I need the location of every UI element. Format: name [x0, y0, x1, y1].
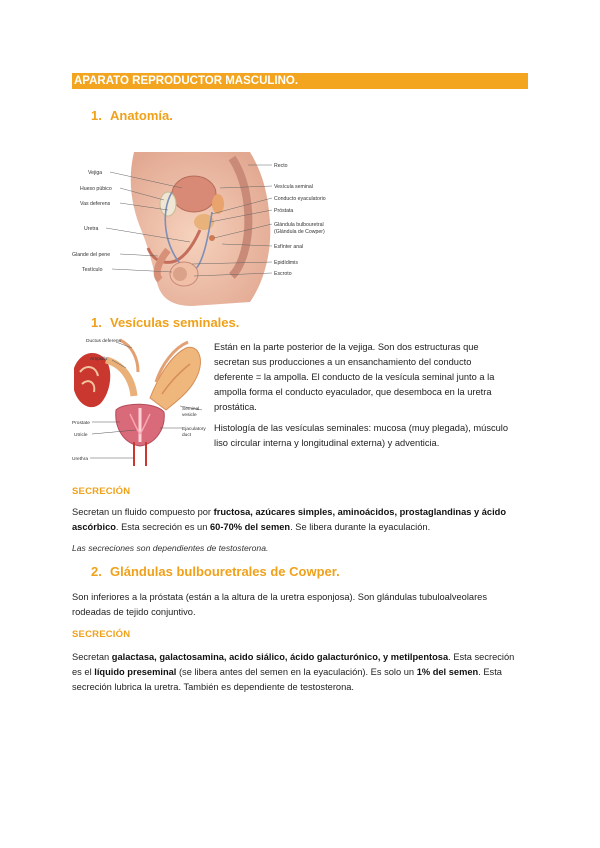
section-title: Anatomía.: [110, 108, 173, 123]
section-number: 1.: [91, 108, 102, 123]
label-glandula-cowper: (Glándula de Cowper): [274, 229, 325, 235]
text-line: secreción lubrica la uretra. También es dependiente de testosterona.: [72, 682, 355, 692]
label-ejaculatory: Ejaculatory: [182, 427, 206, 432]
section-heading-anatomia: [91, 108, 173, 123]
bold-text: fructosa, azúcares simples, aminoácidos, prostaglandinas y ácido: [213, 507, 507, 517]
label-testiculo: Testículo: [82, 267, 103, 273]
secrecion-paragraph-2: [72, 650, 542, 695]
text-line: secretan sus producciones a un ensanchamiento del conducto: [214, 357, 472, 367]
text-line: [72, 650, 542, 665]
section-title: Vesículas seminales.: [110, 315, 240, 330]
bold-text: galactasa, galactosamina, acido siálico, ácido galacturónico, y metilpentosa: [111, 652, 449, 662]
text-line: Histología de las vesículas seminales: mucosa (muy plegada), músculo: [214, 423, 509, 433]
text-run: Secretan: [72, 652, 112, 662]
label-glandula-bulbouretral: Glándula bulbouretral: [274, 222, 324, 228]
label-vejiga: Vejiga: [88, 170, 103, 176]
label-escroto: Escroto: [274, 271, 292, 277]
label-vas-deferens: Vas deferens: [80, 201, 111, 207]
bold-text: ascórbico: [72, 522, 116, 532]
label-vesicula-seminal: Vesícula seminal: [274, 184, 313, 190]
text-run: Secretan un fluido compuesto por: [72, 507, 214, 517]
text-run: . Se libera durante la eyaculación.: [290, 522, 431, 532]
label-uretra: Uretra: [84, 226, 99, 232]
text-run: . Esta secreción: [448, 652, 515, 662]
label-vesicle: vesicle: [182, 413, 197, 418]
label-epididimis: Epidídimis: [274, 260, 298, 266]
secrecion-heading-2: SECRECIÓN: [72, 629, 131, 640]
bold-text: 1% del semen: [416, 667, 479, 677]
label-conducto-eyaculatorio: Conducto eyaculatorio: [274, 196, 326, 202]
label-prostata: Próstata: [274, 208, 294, 214]
text-run: . Esta secreción es un: [115, 522, 210, 532]
label-esfinter-anal: Esfínter anal: [274, 244, 304, 250]
secrecion-heading-1: SECRECIÓN: [72, 486, 131, 497]
vesiculas-paragraph-2: [214, 421, 534, 451]
testosterone-note: Las secreciones son dependientes de testosterona.: [72, 543, 269, 553]
label-ampulla: Ampulla: [90, 357, 108, 362]
cowper-paragraph: [72, 590, 542, 620]
bold-text: líquido preseminal: [94, 667, 177, 677]
bold-text: 60-70% del semen: [209, 522, 291, 532]
label-recto: Recto: [274, 163, 288, 169]
label-urethra: Urethra: [72, 457, 88, 462]
section-title: Glándulas bulbouretrales de Cowper.: [110, 564, 340, 579]
text-line: deferente = la ampolla. El conducto de la vesícula seminal junto a la: [214, 372, 495, 382]
text-run: (se libera antes del semen en la eyaculación). Es solo un: [176, 667, 417, 677]
secrecion-paragraph-1: [72, 505, 532, 535]
vesiculas-paragraph-1: [214, 340, 534, 415]
label-seminal: Seminal: [182, 407, 200, 412]
text-line: [72, 665, 542, 680]
section-heading-vesiculas: [91, 315, 239, 330]
text-line: Están en la parte posterior de la vejiga. Son dos estructuras que: [214, 342, 479, 352]
section-number: 1.: [91, 315, 102, 330]
label-glande: Glande del pene: [72, 252, 111, 258]
seminal-vesicles-figure: [70, 338, 208, 468]
label-duct: duct: [182, 433, 192, 438]
text-line: [72, 520, 532, 535]
label-utricle: Utricle: [74, 433, 88, 438]
text-line: ampolla forma el conducto eyaculador, que desemboca en la uretra: [214, 387, 492, 397]
label-hueso-pubico: Hueso púbico: [80, 186, 112, 192]
text-line: rodeadas de tejido conjuntivo.: [72, 607, 196, 617]
text-run: . Esta: [478, 667, 502, 677]
label-ductus-deferens: Ductus deferens: [86, 339, 121, 344]
section-number: 2.: [91, 564, 102, 579]
section-heading-cowper: [91, 564, 340, 579]
document-title-banner: APARATO REPRODUCTOR MASCULINO.: [72, 73, 528, 89]
text-line: Son inferiores a la próstata (están a la altura de la uretra esponjosa). Son glándulas tubuloalveolares: [72, 592, 488, 602]
label-prostate: Prostate: [72, 421, 90, 426]
text-line: liso circular interna y longitudinal externa) y adventicia.: [214, 438, 440, 448]
male-reproductive-anatomy-figure: [72, 152, 368, 306]
text-line: prostática.: [214, 402, 257, 412]
text-run: es el: [72, 667, 95, 677]
text-line: [72, 505, 532, 520]
